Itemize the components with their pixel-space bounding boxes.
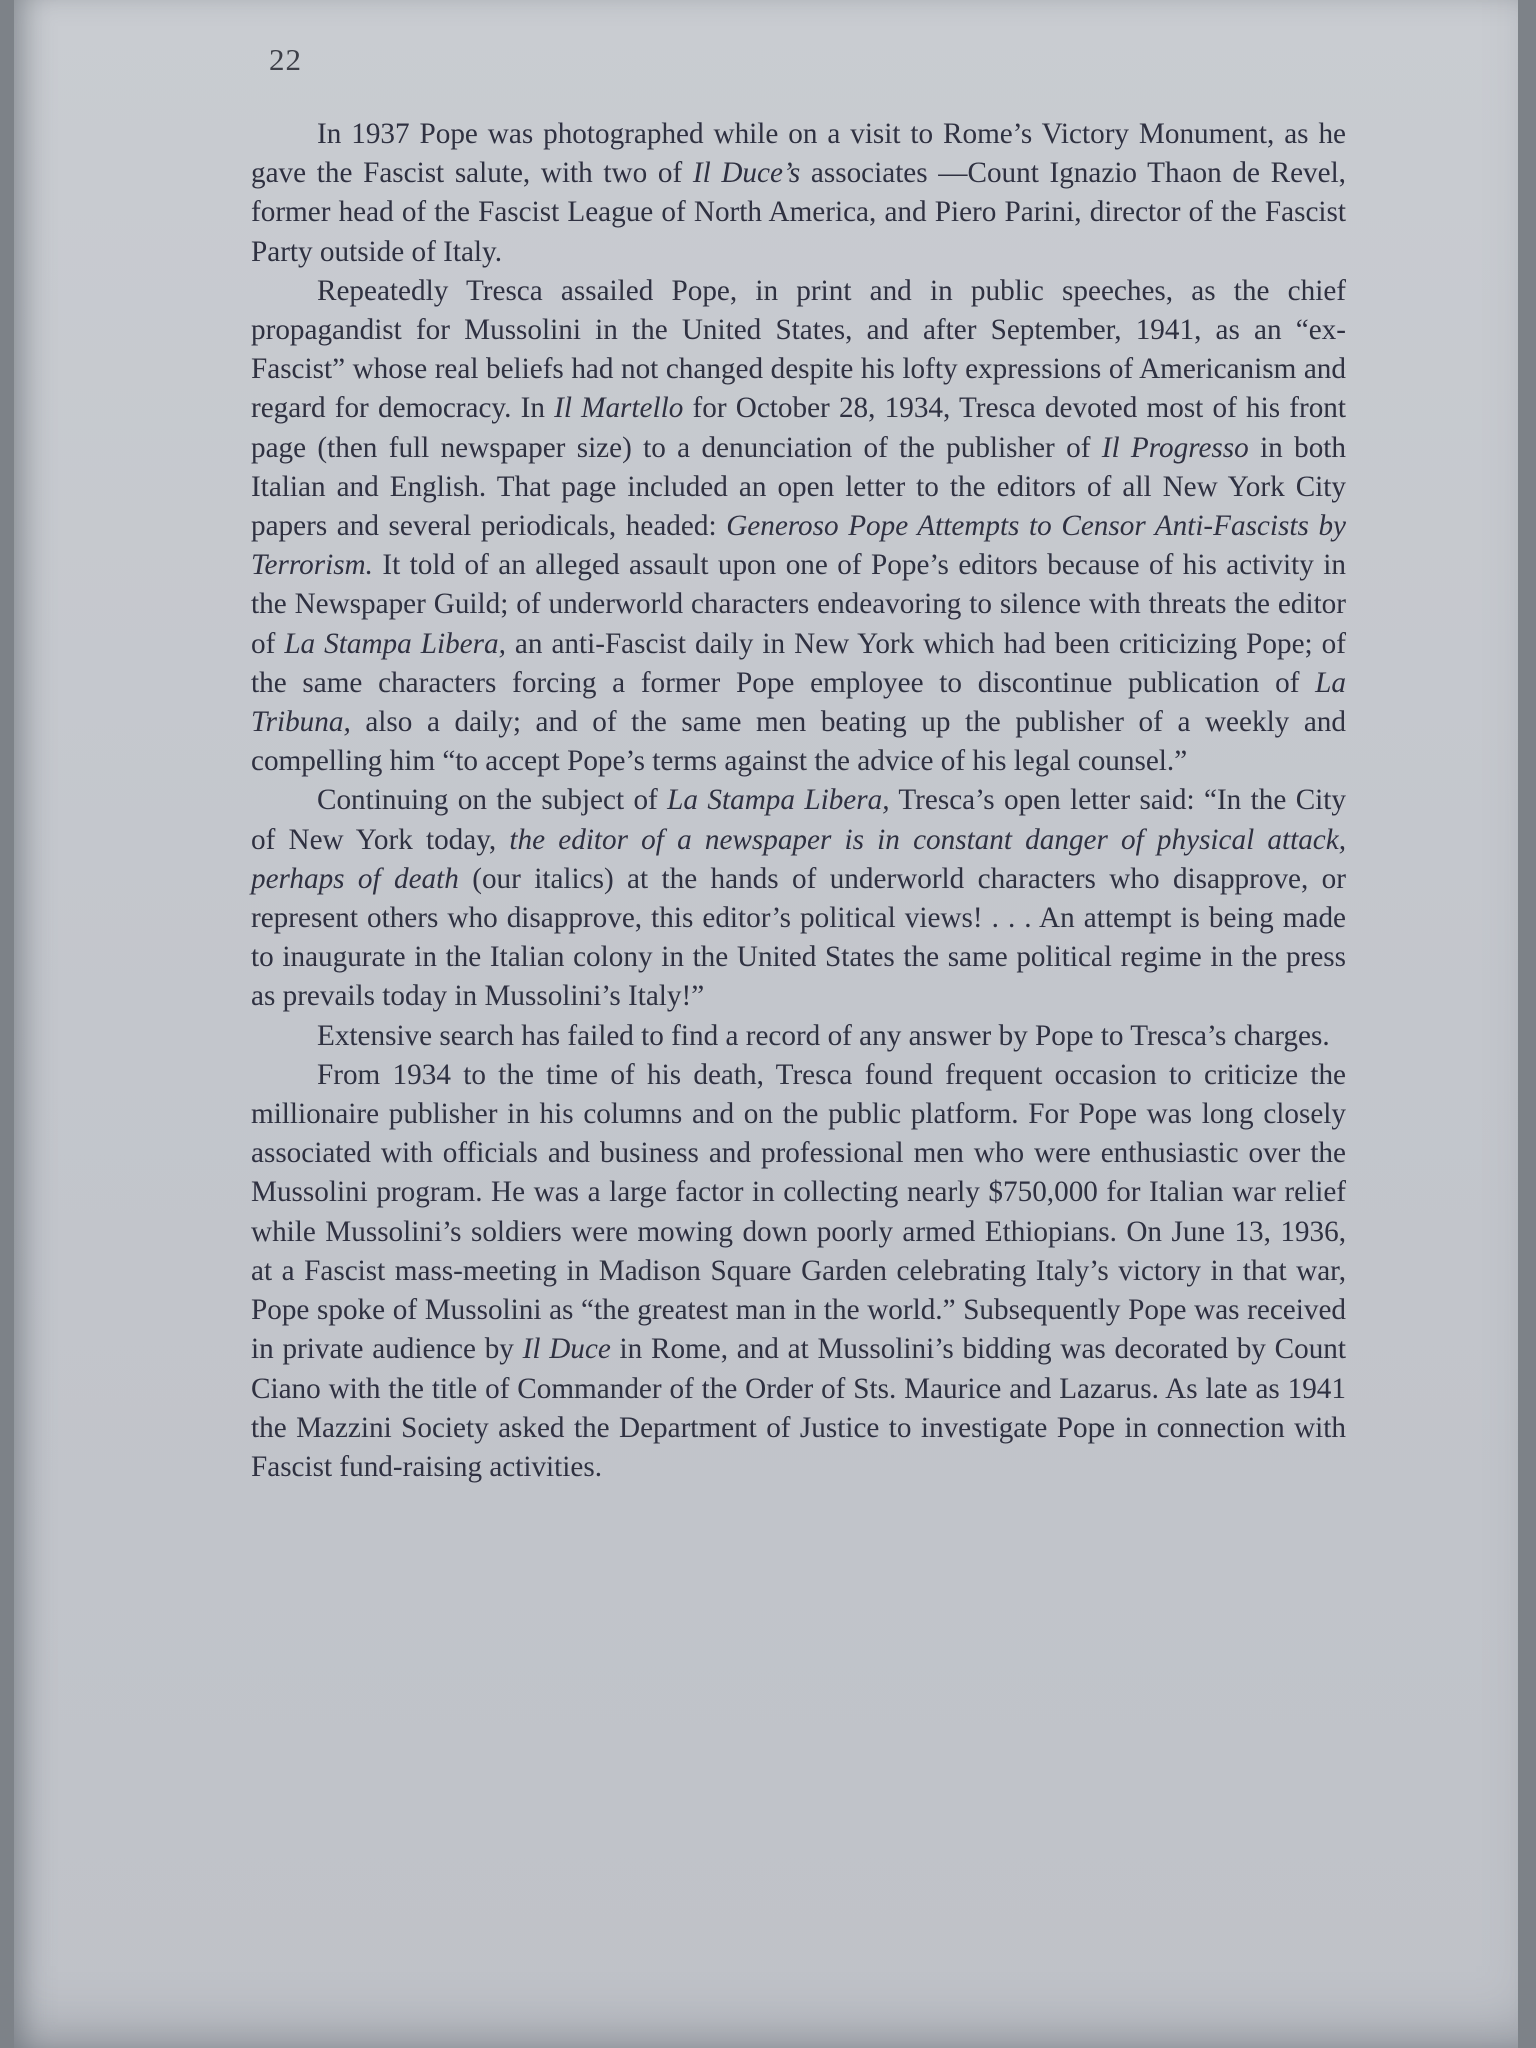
text-run: in Rome, and at Mussolini’s bidding was decorated by Count Ciano with the title of Commander of the Order of Sts. Maurice and Lazarus. As late as 1941 the Mazzini Society asked the Department of Justice to investigate Pope in connection with Fascist fund-raising activities. bbox=[251, 1333, 1346, 1483]
italic-text: La Stampa Libera, bbox=[667, 784, 890, 817]
body-text bbox=[251, 115, 1346, 1487]
italic-text: Il Martello bbox=[554, 392, 684, 425]
text-run: Tresca’s open letter said: “In the City of New York today, bbox=[251, 784, 1346, 856]
book-page bbox=[14, 0, 1518, 2048]
paragraph bbox=[251, 272, 1346, 782]
text-run: for October 28, 1934, Tresca devoted most of his front page (then full newspaper size) to a denunciation of the publisher of bbox=[251, 392, 1347, 464]
paragraph bbox=[251, 1056, 1346, 1487]
italic-text: the editor of a newspaper is in constant danger of physical attack, perhaps of death bbox=[251, 823, 1347, 895]
italic-text: La Stampa Libera, bbox=[284, 627, 506, 660]
page-number: 22 bbox=[269, 42, 302, 77]
text-run: Continuing on the subject of bbox=[317, 784, 668, 817]
italic-text: La Tribuna, bbox=[251, 666, 1346, 739]
text-run: In 1937 Pope was photographed while on a visit to Rome’s Victory Monument, as he gave the Fascist salute, with two of bbox=[251, 118, 1346, 190]
text-run: in both Italian and English. That page included an open letter to the editors of all New York City papers and several periodicals, headed: bbox=[251, 431, 1346, 543]
text-run: (our italics) at the hands of underworld characters who disapprove, or represent others who disapprove, this editor’s political views! . . . An attempt is being made to inaugurate in the Italian colony in the United States the same political regime in the press as prevails today in Mussolini’s Italy!” bbox=[251, 862, 1346, 1013]
text-run: Repeatedly Tresca assailed Pope, in print and in public speeches, as the chief propagandist for Mussolini in the United States, and after September, 1941, as an “ex-Fascist” whose real beliefs had not changed despite his lofty expressions of Americanism and regard for democracy. In bbox=[251, 274, 1346, 425]
text-run: It told of an alleged assault upon one of Pope’s editors because of his activity in the Newspaper Guild; of underworld characters endeavoring to silence with threats the editor of bbox=[251, 549, 1346, 660]
text-run: Extensive search has failed to find a record of any answer by Pope to Tresca’s charges. bbox=[317, 1019, 1330, 1052]
text-run: associates —Count Ignazio Thaon de Revel, former head of the Fascist League of North America, and Piero Parini, director of the Fascist Party outside of Italy. bbox=[251, 157, 1346, 268]
paragraph bbox=[251, 1017, 1346, 1056]
italic-text: Il Duce’s bbox=[692, 157, 801, 190]
text-run: also a daily; and of the same men beating up the publisher of a weekly and compelling him “to accept Pope’s terms against the advice of his legal counsel.” bbox=[251, 706, 1346, 778]
italic-text: Generoso Pope Attempts to Censor Anti-Fascists by Terrorism. bbox=[251, 510, 1346, 582]
italic-text: Il Duce bbox=[522, 1333, 611, 1366]
text-run: From 1934 to the time of his death, Tresca found frequent occasion to criticize the millionaire publisher in his columns and on the public platform. For Pope was long closely associated with officials and business and professional men who were enthusiastic over the Mussolini program. He was a large factor in collecting nearly $750,000 for Italian war relief while Mussolini’s soldiers were mowing down poorly armed Ethiopians. On June 13, 1936, at a Fascist mass-meeting in Madison Square Garden celebrating Italy’s victory in that war, Pope spoke of Mussolini as “the greatest man in the world.” Subsequently Pope was received in private audience by bbox=[251, 1058, 1346, 1366]
paragraph bbox=[251, 115, 1346, 272]
text-run: an anti-Fascist daily in New York which had been criticizing Pope; of the same characters forcing a former Pope employee to discontinue publication of bbox=[251, 627, 1346, 699]
paragraph bbox=[251, 781, 1346, 1016]
italic-text: Il Progresso bbox=[1101, 431, 1249, 464]
